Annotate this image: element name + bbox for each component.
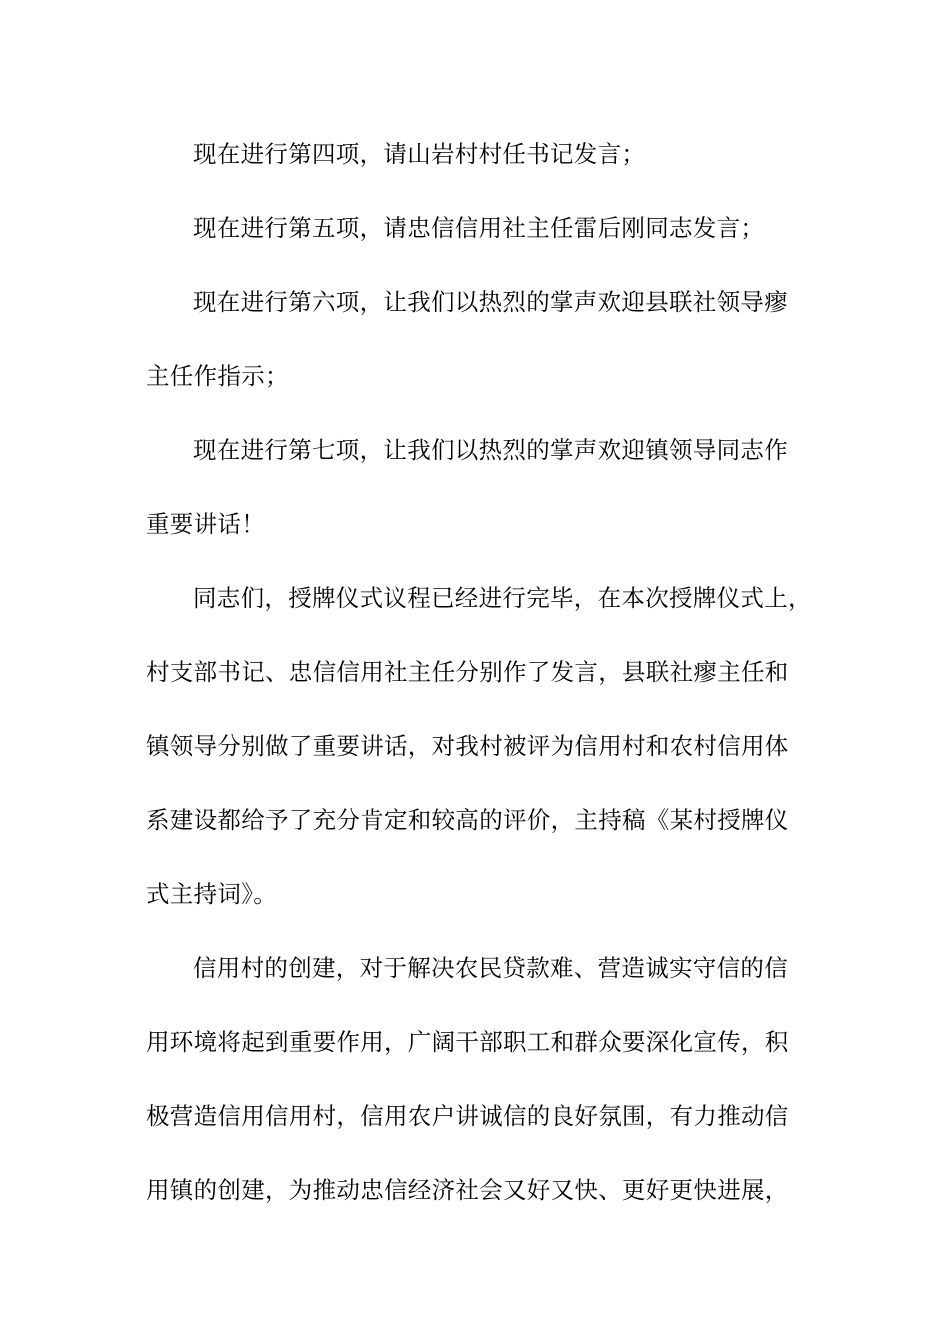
text-line: 系建设都给予了充分肯定和较高的评价，主持稿《某村授牌仪 (146, 806, 789, 834)
text-line: 极营造信用信用村，信用农户讲诚信的良好氛围，有力推动信 (146, 1102, 789, 1130)
text-line: 用镇的创建，为推动忠信经济社会又好又快、更好更快进展， (146, 1176, 789, 1204)
text-line: 现在进行第七项，让我们以热烈的掌声欢迎镇领导同志作 (193, 436, 788, 464)
text-line: 用环境将起到重要作用，广阔干部职工和群众要深化宣传，积 (146, 1028, 789, 1056)
text-line: 现在进行第五项，请忠信信用社主任雷后刚同志发言； (193, 214, 765, 242)
text-line: 镇领导分别做了重要讲话，对我村被评为信用村和农村信用体 (146, 732, 789, 760)
text-line: 重要讲话！ (146, 510, 265, 538)
text-line: 现在进行第六项，让我们以热烈的掌声欢迎县联社领导瘳 (193, 288, 788, 316)
text-line: 现在进行第四项，请山岩村村任书记发言； (193, 140, 646, 168)
text-line: 同志们，授牌仪式议程已经进行完毕，在本次授牌仪式上， (193, 584, 812, 612)
text-line: 主任作指示； (146, 362, 289, 390)
document-body (146, 128, 810, 1238)
text-line: 信用村的创建，对于解决农民贷款难、营造诚实守信的信 (193, 954, 788, 982)
text-line: 村支部书记、忠信信用社主任分别作了发言，县联社瘳主任和 (146, 658, 789, 686)
text-line: 式主持词》。 (146, 880, 278, 908)
